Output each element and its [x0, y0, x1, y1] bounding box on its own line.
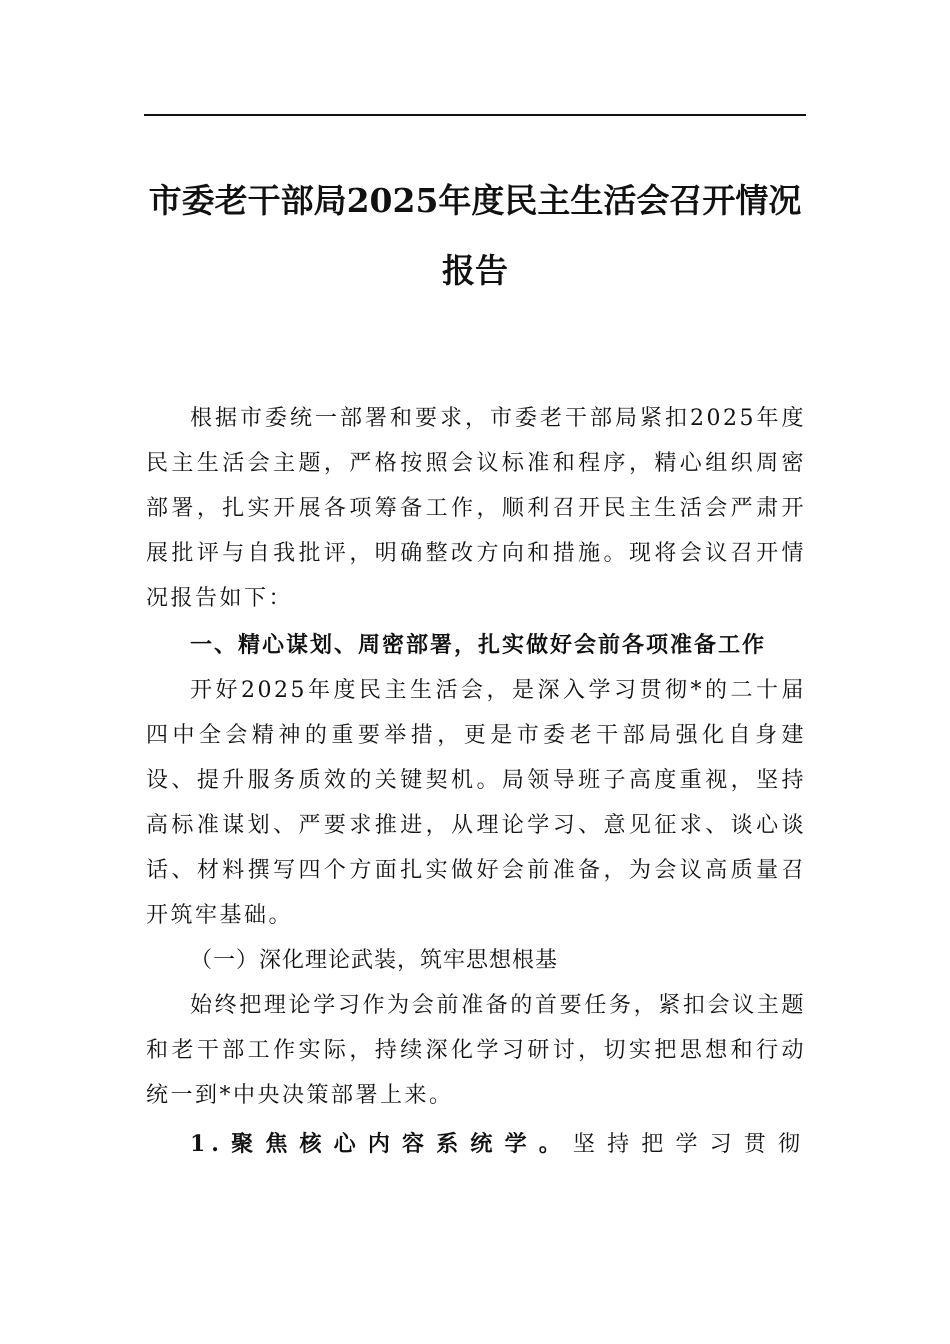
- point-1-paragraph: [146, 1122, 806, 1167]
- document-body: [146, 396, 806, 1167]
- section-heading-1: 一、精心谋划、周密部署，扎实做好会前各项准备工作: [190, 633, 767, 658]
- point-1-label: 1.聚焦核心内容系统学。: [190, 1131, 573, 1157]
- document-title: 市委老干部局2025年度民主生活会召开情况报告: [148, 181, 802, 290]
- subsection-heading-1: （一）深化理论武装，筑牢思想根基: [190, 948, 559, 973]
- point-1-text: 坚持把学习贯彻: [572, 1132, 806, 1157]
- intro-paragraph: 根据市委统一部署和要求，市委老干部局紧扣2025年度民主生活会主题，严格按照会议标准和程序，精心组织周密部署，扎实开展各项筹备工作，顺利召开民主生活会严肃开展批评与自我批评，明确整改方向和措施。现将会议召开情况报告如下：: [146, 406, 806, 611]
- header-rule: [144, 114, 806, 116]
- section-1-paragraph: 开好2025年度民主生活会，是深入学习贯彻*的二十届四中全会精神的重要举措，更是市委老干部局强化自身建设、提升服务质效的关键契机。局领导班子高度重视，坚持高标准谋划、严要求推进，从理论学习、意见征求、谈心谈话、材料撰写四个方面扎实做好会前准备，为会议高质量召开筑牢基础。: [146, 678, 806, 928]
- subsection-1-paragraph: 始终把理论学习作为会前准备的首要任务，紧扣会议主题和老干部工作实际，持续深化学习研讨，切实把思想和行动统一到*中央决策部署上来。: [146, 993, 806, 1108]
